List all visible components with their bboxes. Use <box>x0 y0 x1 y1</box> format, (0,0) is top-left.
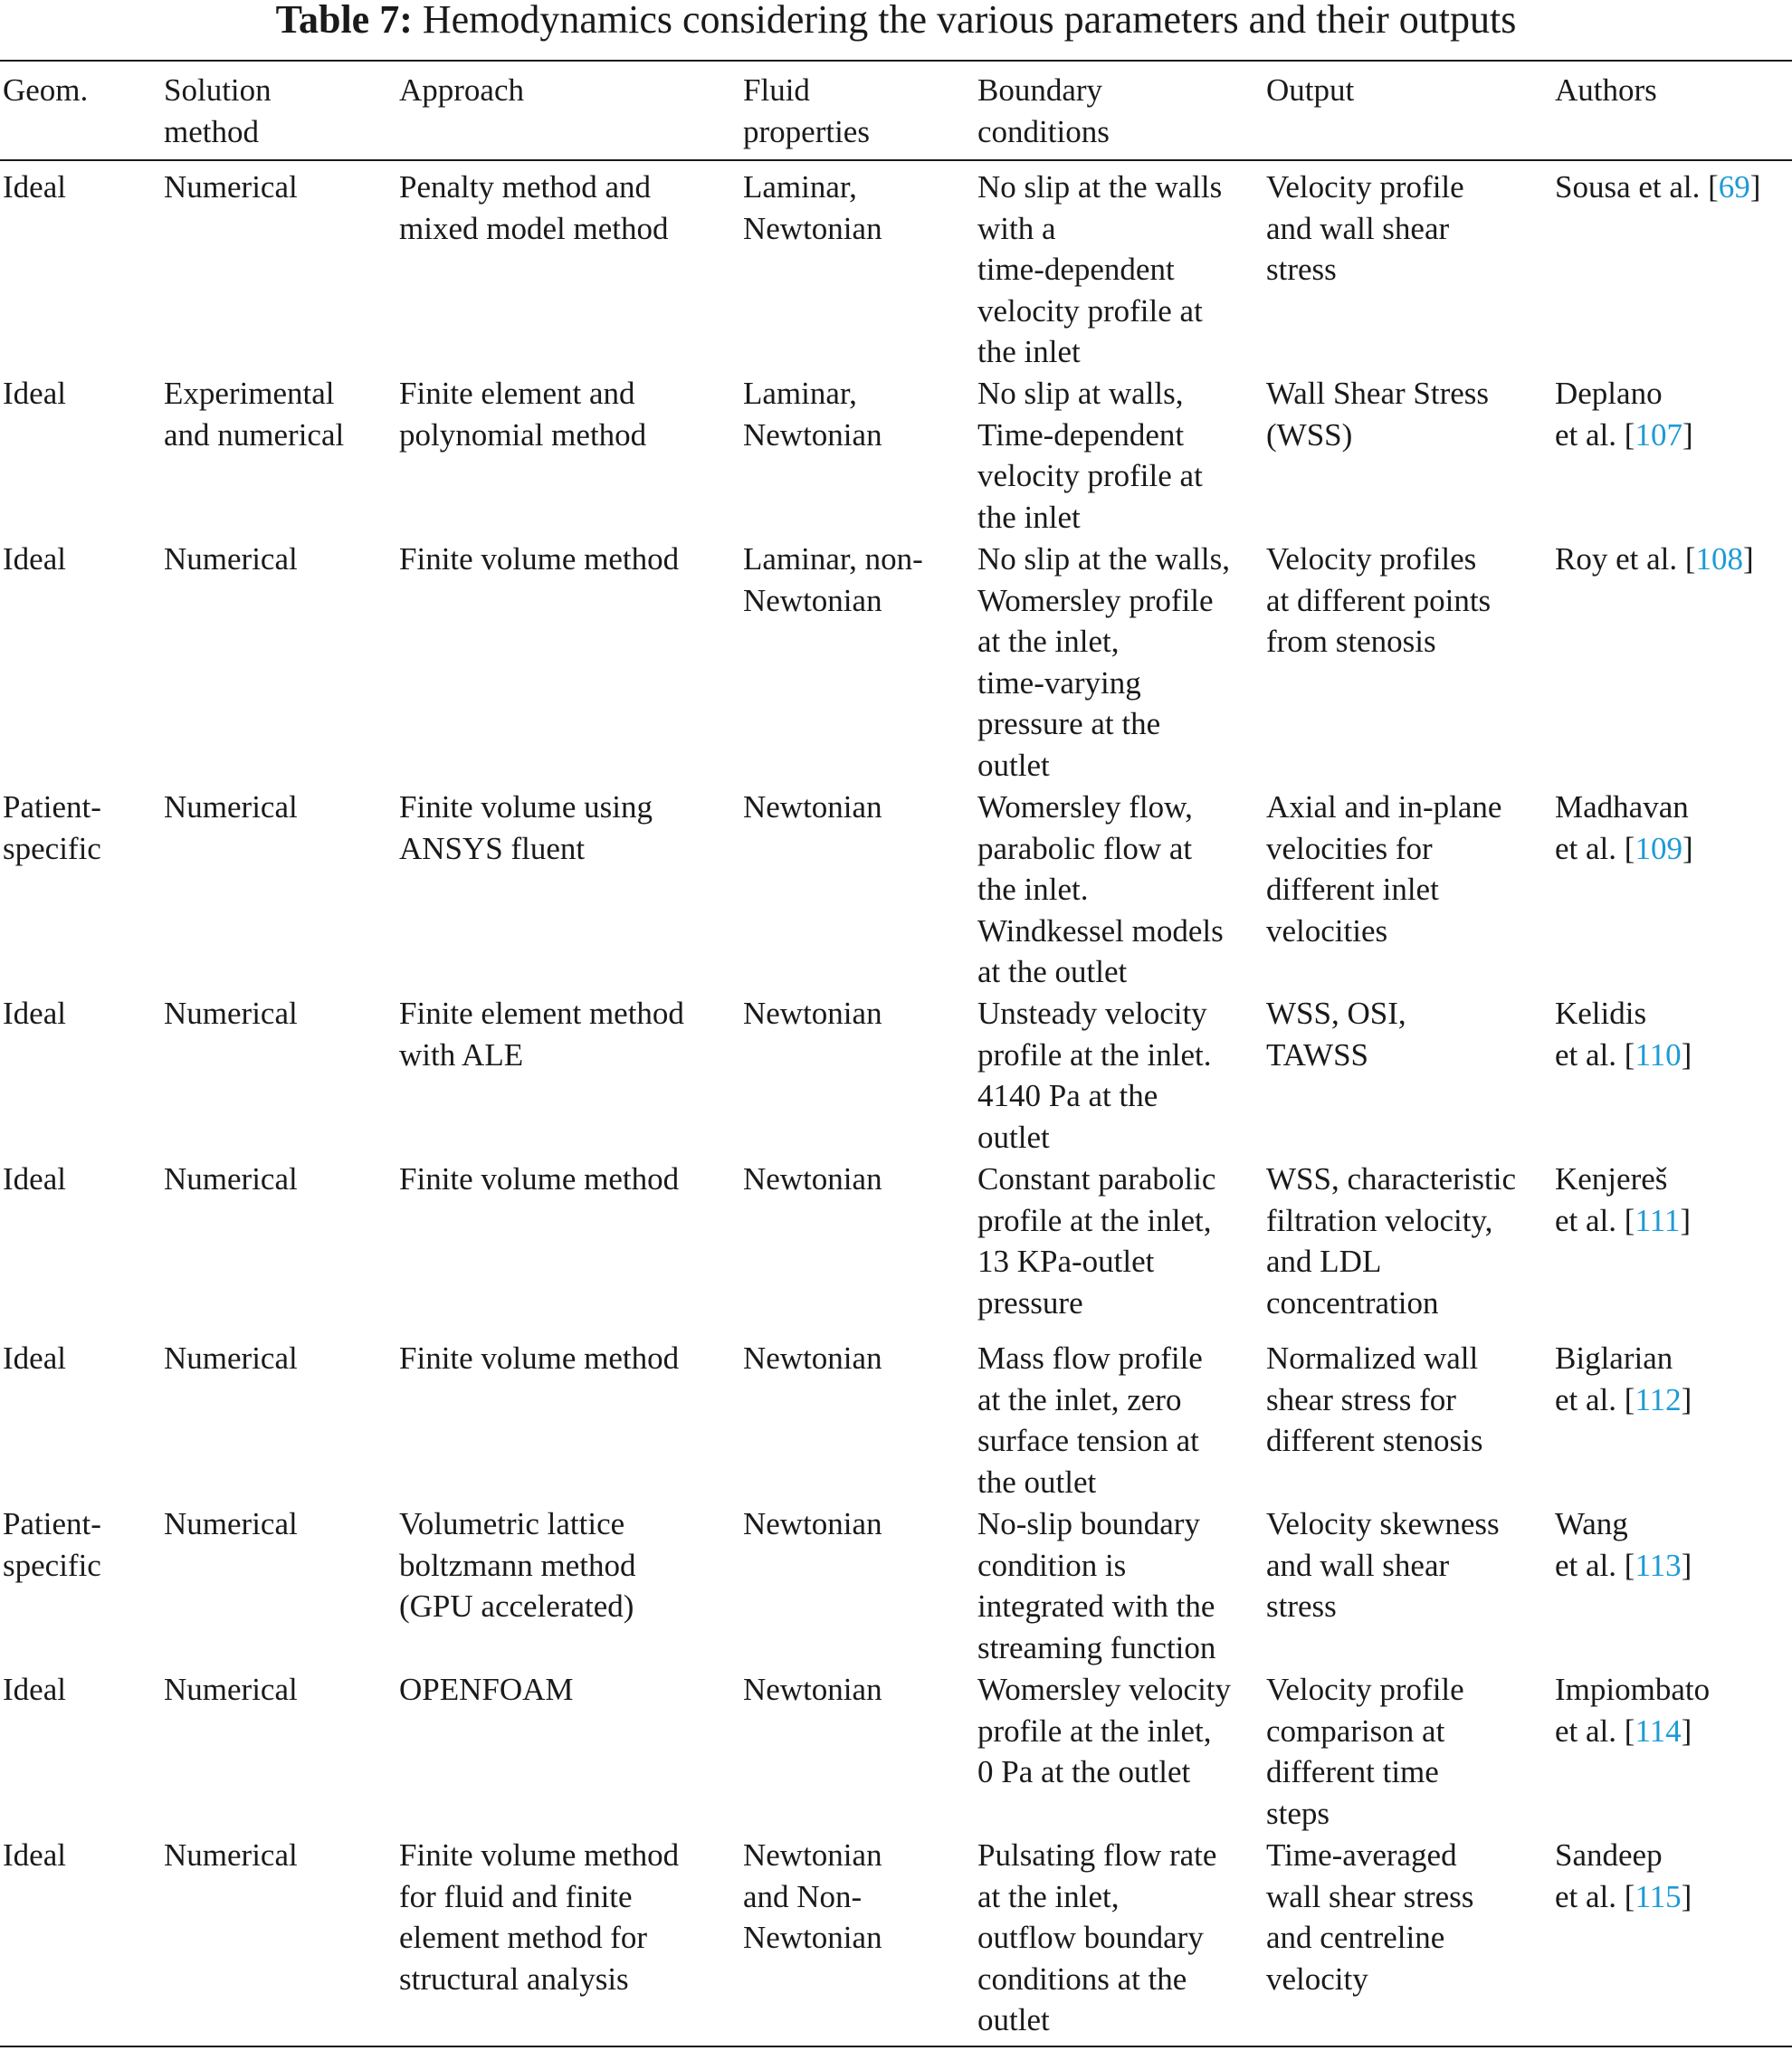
cell-boundary-conditions: No slip at walls, Time-dependent velocity profile at the inlet <box>977 376 1203 535</box>
citation-link[interactable]: 111 <box>1635 1202 1681 1238</box>
cell-geom: Patient- specific <box>3 789 101 866</box>
citation-link[interactable]: 114 <box>1635 1712 1682 1749</box>
cell-solution-method: Numerical <box>164 1161 298 1197</box>
cell-boundary-conditions: Constant parabolic profile at the inlet, 13 KPa-outlet pressure <box>977 1161 1216 1321</box>
author-names: Sousa et al. [ <box>1555 169 1719 205</box>
citation-close: ] <box>1681 1712 1692 1749</box>
caption-text: Hemodynamics considering the various parameters and their outputs <box>422 0 1517 42</box>
cell-solution-method: Numerical <box>164 169 298 205</box>
cell-geom: Ideal <box>3 376 66 411</box>
cell-geom: Ideal <box>3 1672 66 1707</box>
cell-authors <box>1555 1503 1792 1586</box>
cell-fluid-properties: Laminar, Newtonian <box>743 169 882 246</box>
caption-label: Table 7: <box>275 0 413 42</box>
author-names: Kelidis et al. [ <box>1555 996 1647 1073</box>
citation-link[interactable]: 112 <box>1635 1381 1682 1417</box>
cell-fluid-properties: Newtonian <box>743 789 882 825</box>
cell-boundary-conditions: Womersley flow, parabolic flow at the inlet. Windkessel models at the outlet <box>977 789 1224 990</box>
cell-output: Normalized wall shear stress for different stenosis <box>1266 1340 1483 1459</box>
cell-boundary-conditions: No-slip boundary condition is integrated with the streaming function <box>977 1506 1216 1665</box>
author-names: Kenjereš et al. [ <box>1555 1161 1668 1238</box>
cell-approach: Finite volume using ANSYS fluent <box>399 789 653 866</box>
citation-close: ] <box>1680 1202 1691 1238</box>
header-geom: Geom. <box>3 72 89 108</box>
cell-solution-method: Numerical <box>164 1837 298 1873</box>
table-header <box>0 70 1792 157</box>
citation-close: ] <box>1681 1036 1692 1073</box>
citation-close: ] <box>1681 1381 1692 1417</box>
author-names: Sandeep et al. [ <box>1555 1837 1663 1914</box>
cell-approach: Finite element and polynomial method <box>399 376 647 453</box>
cell-boundary-conditions: No slip at the walls with a time-dependent velocity profile at the inlet <box>977 169 1223 370</box>
cell-output: WSS, OSI, TAWSS <box>1266 996 1406 1073</box>
cell-geom: Ideal <box>3 996 66 1031</box>
citation-close: ] <box>1682 416 1693 453</box>
cell-geom: Ideal <box>3 1161 66 1197</box>
cell-solution-method: Numerical <box>164 1672 298 1707</box>
cell-approach: Finite element method with ALE <box>399 996 684 1073</box>
cell-output: Velocity profile and wall shear stress <box>1266 169 1464 288</box>
cell-geom: Ideal <box>3 541 66 577</box>
citation-link[interactable]: 69 <box>1718 169 1750 205</box>
cell-output: Axial and in-plane velocities for different inlet velocities <box>1266 789 1502 949</box>
cell-solution-method: Numerical <box>164 1340 298 1376</box>
cell-fluid-properties: Laminar, non- Newtonian <box>743 541 923 618</box>
citation-close: ] <box>1682 830 1693 866</box>
cell-approach: OPENFOAM <box>399 1672 574 1707</box>
cell-output: Velocity skewness and wall shear stress <box>1266 1506 1500 1625</box>
cell-boundary-conditions: Mass flow profile at the inlet, zero surface tension at the outlet <box>977 1340 1203 1500</box>
author-names: Roy et al. [ <box>1555 541 1696 577</box>
cell-fluid-properties: Newtonian <box>743 1340 882 1376</box>
cell-solution-method: Numerical <box>164 996 298 1031</box>
cell-fluid-properties: Newtonian <box>743 1506 882 1541</box>
author-names: Deplano et al. [ <box>1555 376 1663 453</box>
cell-solution-method: Numerical <box>164 1506 298 1541</box>
header-solution-method: Solution method <box>164 72 272 149</box>
header-approach: Approach <box>399 72 525 108</box>
citation-link[interactable]: 108 <box>1695 541 1744 577</box>
citation-link[interactable]: 110 <box>1635 1036 1682 1073</box>
cell-fluid-properties: Newtonian <box>743 1161 882 1197</box>
cell-output: WSS, characteristic filtration velocity, and LDL concentration <box>1266 1161 1517 1321</box>
cell-fluid-properties: Laminar, Newtonian <box>743 376 882 453</box>
author-names: Madhavan et al. [ <box>1555 789 1689 866</box>
cell-authors <box>1555 787 1792 869</box>
cell-output: Time-averaged wall shear stress and centreline velocity <box>1266 1837 1474 1997</box>
citation-link[interactable]: 115 <box>1635 1878 1682 1914</box>
citation-close: ] <box>1681 1547 1692 1583</box>
cell-authors <box>1555 1159 1792 1241</box>
cell-solution-method: Numerical <box>164 541 298 577</box>
cell-authors <box>1555 539 1792 580</box>
cell-boundary-conditions: No slip at the walls, Womersley profile at the inlet, time-varying pressure at the outlet <box>977 541 1230 783</box>
cell-geom: Patient- specific <box>3 1506 101 1583</box>
table-header-rule <box>0 159 1792 161</box>
cell-approach: Finite volume method for fluid and finite element method for structural analysis <box>399 1837 680 1997</box>
citation-link[interactable]: 113 <box>1635 1547 1682 1583</box>
cell-authors <box>1555 993 1792 1075</box>
citation-close: ] <box>1749 169 1761 205</box>
cell-output: Wall Shear Stress (WSS) <box>1266 376 1490 453</box>
cell-authors <box>1555 1669 1792 1751</box>
citation-link[interactable]: 107 <box>1635 416 1682 453</box>
cell-boundary-conditions: Womersley velocity profile at the inlet, 0 Pa at the outlet <box>977 1672 1232 1790</box>
header-authors: Authors <box>1555 72 1657 108</box>
cell-authors <box>1555 373 1792 455</box>
cell-boundary-conditions: Unsteady velocity profile at the inlet. 4140 Pa at the outlet <box>977 996 1212 1155</box>
author-names: Wang et al. [ <box>1555 1506 1635 1583</box>
citation-close: ] <box>1743 541 1754 577</box>
cell-fluid-properties: Newtonian and Non- Newtonian <box>743 1837 882 1956</box>
cell-fluid-properties: Newtonian <box>743 1672 882 1707</box>
cell-output: Velocity profiles at different points from stenosis <box>1266 541 1492 660</box>
header-fluid-properties: Fluid properties <box>743 72 870 149</box>
header-boundary-conditions: Boundary conditions <box>977 72 1110 149</box>
citation-close: ] <box>1681 1878 1692 1914</box>
cell-authors <box>1555 1835 1792 1917</box>
cell-boundary-conditions: Pulsating flow rate at the inlet, outflow boundary conditions at the outlet <box>977 1837 1217 2038</box>
cell-fluid-properties: Newtonian <box>743 996 882 1031</box>
cell-geom: Ideal <box>3 1837 66 1873</box>
cell-approach: Finite volume method <box>399 1161 680 1197</box>
table-top-rule <box>0 60 1792 62</box>
cell-solution-method: Experimental and numerical <box>164 376 345 453</box>
table-caption <box>0 0 1792 45</box>
cell-authors <box>1555 1338 1792 1420</box>
cell-approach: Penalty method and mixed model method <box>399 169 669 246</box>
cell-authors <box>1555 167 1792 208</box>
cell-output: Velocity profile comparison at different time steps <box>1266 1672 1464 1831</box>
author-names: Impiombato et al. [ <box>1555 1672 1711 1749</box>
header-output: Output <box>1266 72 1355 108</box>
author-names: Biglarian et al. [ <box>1555 1340 1673 1417</box>
cell-geom: Ideal <box>3 1340 66 1376</box>
cell-solution-method: Numerical <box>164 789 298 825</box>
cell-approach: Finite volume method <box>399 541 680 577</box>
citation-link[interactable]: 109 <box>1635 830 1682 866</box>
cell-approach: Finite volume method <box>399 1340 680 1376</box>
table-bottom-rule <box>0 2046 1792 2047</box>
cell-approach: Volumetric lattice boltzmann method (GPU accelerated) <box>399 1506 636 1625</box>
cell-geom: Ideal <box>3 169 66 205</box>
